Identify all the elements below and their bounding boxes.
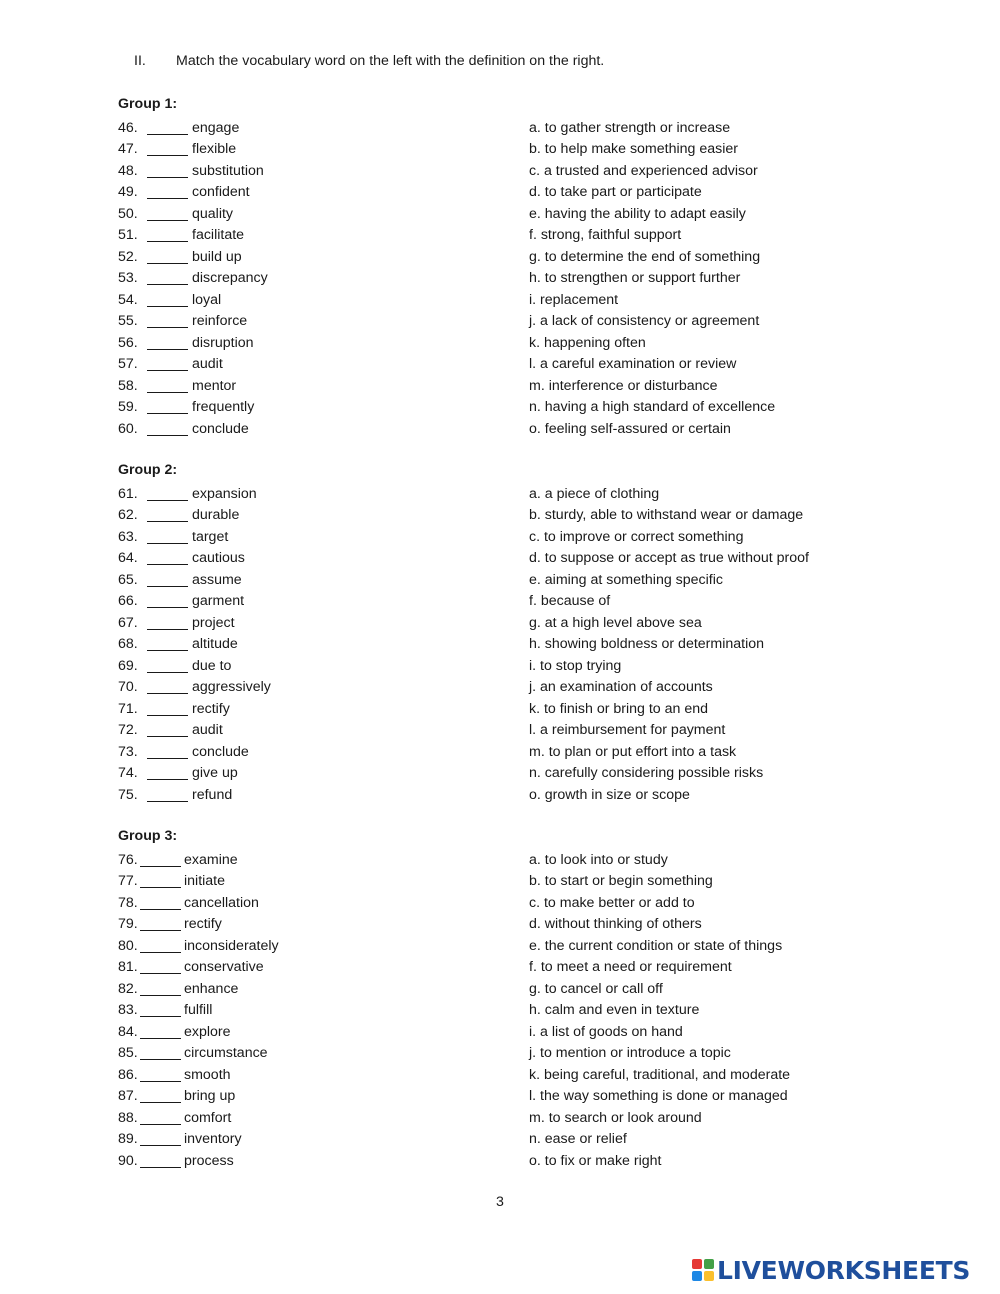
item-number: 46. (118, 119, 138, 136)
answer-blank[interactable] (147, 763, 188, 780)
vocabulary-word: loyal (192, 291, 222, 308)
item-number: 53. (118, 270, 138, 286)
match-row (0, 484, 1000, 505)
match-row (0, 1043, 1000, 1064)
answer-blank[interactable] (147, 268, 188, 285)
match-row (0, 720, 1000, 741)
match-row (0, 311, 1000, 332)
match-row (0, 677, 1000, 698)
definition: c. to make better or add to (529, 894, 695, 911)
definition: c. a trusted and experienced advisor (529, 162, 758, 179)
item-number: 65. (118, 571, 138, 588)
vocabulary-word: conclude (192, 420, 249, 437)
item-number: 74. (118, 765, 138, 781)
vocabulary-word: bring up (184, 1088, 236, 1104)
instruction-text: Match the vocabulary word on the left with the definition on the right. (176, 53, 605, 69)
item-number: 48. (118, 162, 138, 179)
item-number: 63. (118, 528, 138, 545)
answer-blank[interactable] (147, 397, 188, 414)
vocabulary-word: substitution (192, 162, 264, 179)
answer-blank[interactable] (147, 290, 188, 307)
answer-blank[interactable] (147, 247, 188, 264)
definition: l. the way something is done or managed (529, 1088, 788, 1104)
answer-blank[interactable] (147, 548, 188, 565)
item-number: 60. (118, 420, 138, 437)
answer-blank[interactable] (140, 1129, 181, 1146)
answer-blank[interactable] (147, 742, 188, 759)
answer-blank[interactable] (140, 893, 181, 910)
match-row (0, 957, 1000, 978)
item-number: 59. (118, 399, 138, 415)
definition: d. to suppose or accept as true without proof (529, 550, 809, 566)
definition: o. feeling self-assured or certain (529, 420, 731, 437)
item-number: 80. (118, 937, 138, 954)
vocabulary-word: cancellation (184, 894, 259, 911)
vocabulary-word: due to (192, 657, 232, 674)
definition: d. without thinking of others (529, 916, 702, 932)
definition: b. to help make something easier (529, 141, 738, 157)
vocabulary-word: inconsiderately (184, 937, 279, 954)
vocabulary-word: aggressively (192, 679, 271, 695)
definition: c. to improve or correct something (529, 528, 744, 545)
answer-blank[interactable] (140, 1086, 181, 1103)
definition: i. replacement (529, 291, 619, 308)
definition: j. an examination of accounts (529, 679, 713, 695)
answer-blank[interactable] (140, 914, 181, 931)
definition: h. calm and even in texture (529, 1002, 700, 1018)
match-row (0, 979, 1000, 1000)
match-row (0, 161, 1000, 182)
answer-blank[interactable] (140, 979, 181, 996)
definition: a. to look into or study (529, 851, 668, 868)
definition: b. to start or begin something (529, 873, 713, 889)
logo-square-yellow (704, 1271, 714, 1281)
match-row (0, 333, 1000, 354)
item-number: 66. (118, 593, 138, 609)
vocabulary-word: altitude (192, 636, 238, 652)
match-row (0, 893, 1000, 914)
answer-blank[interactable] (147, 527, 188, 544)
vocabulary-word: facilitate (192, 227, 245, 243)
item-number: 67. (118, 614, 138, 631)
definition: m. to search or look around (529, 1109, 702, 1126)
answer-blank[interactable] (147, 204, 188, 221)
match-row (0, 570, 1000, 591)
definition: n. carefully considering possible risks (529, 765, 764, 781)
item-number: 68. (118, 636, 138, 652)
answer-blank[interactable] (140, 850, 181, 867)
definition: k. being careful, traditional, and moderate (529, 1066, 791, 1083)
item-number: 58. (118, 377, 138, 394)
answer-blank[interactable] (147, 656, 188, 673)
definition: e. aiming at something specific (529, 571, 723, 588)
vocabulary-word: rectify (184, 916, 222, 932)
vocabulary-word: rectify (192, 700, 230, 717)
match-row (0, 290, 1000, 311)
vocabulary-word: give up (192, 765, 238, 781)
definition: j. to mention or introduce a topic (529, 1045, 731, 1061)
item-number: 64. (118, 550, 138, 566)
item-number: 90. (118, 1152, 138, 1169)
answer-blank[interactable] (147, 118, 188, 135)
item-number: 61. (118, 485, 138, 502)
answer-blank[interactable] (147, 785, 188, 802)
item-number: 51. (118, 227, 138, 243)
logo-square-green (704, 1259, 714, 1269)
item-number: 85. (118, 1045, 138, 1061)
definition: h. to strengthen or support further (529, 270, 741, 286)
definition: a. a piece of clothing (529, 485, 660, 502)
definition: f. to meet a need or requirement (529, 959, 732, 975)
vocabulary-word: enhance (184, 980, 239, 997)
item-number: 83. (118, 1002, 138, 1018)
vocabulary-word: process (184, 1152, 234, 1169)
vocabulary-word: conclude (192, 743, 249, 760)
definition: m. interference or disturbance (529, 377, 718, 394)
definition: m. to plan or put effort into a task (529, 743, 737, 760)
definition: a. to gather strength or increase (529, 119, 731, 136)
vocabulary-word: durable (192, 507, 240, 523)
answer-blank[interactable] (140, 957, 181, 974)
item-number: 52. (118, 248, 138, 265)
answer-blank[interactable] (147, 484, 188, 501)
answer-blank[interactable] (147, 139, 188, 156)
vocabulary-word: assume (192, 571, 242, 588)
item-number: 72. (118, 722, 138, 738)
item-number: 88. (118, 1109, 138, 1126)
match-row (0, 1022, 1000, 1043)
definition: o. to fix or make right (529, 1152, 662, 1169)
match-row (0, 247, 1000, 268)
vocabulary-word: target (192, 528, 229, 545)
match-row (0, 376, 1000, 397)
item-number: 49. (118, 184, 138, 200)
instruction-number: II. (134, 53, 146, 69)
answer-blank[interactable] (147, 333, 188, 350)
match-row (0, 204, 1000, 225)
definition: h. showing boldness or determination (529, 636, 765, 652)
vocabulary-word: inventory (184, 1131, 242, 1147)
match-row (0, 742, 1000, 763)
vocabulary-word: examine (184, 851, 238, 868)
item-number: 50. (118, 205, 138, 222)
answer-blank[interactable] (147, 419, 188, 436)
definition: j. a lack of consistency or agreement (529, 313, 760, 329)
definition: l. a careful examination or review (529, 356, 737, 372)
definition: g. to determine the end of something (529, 248, 761, 265)
vocabulary-word: conservative (184, 959, 264, 975)
vocabulary-word: cautious (192, 550, 245, 566)
vocabulary-word: expansion (192, 485, 257, 502)
match-row (0, 591, 1000, 612)
item-number: 87. (118, 1088, 138, 1104)
vocabulary-word: explore (184, 1023, 231, 1040)
definition: i. to stop trying (529, 657, 622, 674)
answer-blank[interactable] (140, 871, 181, 888)
item-number: 47. (118, 141, 138, 157)
item-number: 78. (118, 894, 138, 911)
answer-blank[interactable] (147, 570, 188, 587)
match-row (0, 419, 1000, 440)
item-number: 77. (118, 873, 138, 889)
vocabulary-word: audit (192, 722, 223, 738)
match-row (0, 871, 1000, 892)
vocabulary-word: build up (192, 248, 242, 265)
logo-square-red (692, 1259, 702, 1269)
vocabulary-word: circumstance (184, 1045, 268, 1061)
match-row (0, 1129, 1000, 1150)
definition: k. happening often (529, 334, 646, 351)
answer-blank[interactable] (147, 634, 188, 651)
item-number: 86. (118, 1066, 138, 1083)
answer-blank[interactable] (147, 613, 188, 630)
definition: i. a list of goods on hand (529, 1023, 683, 1040)
match-row (0, 699, 1000, 720)
vocabulary-word: flexible (192, 141, 237, 157)
match-row (0, 763, 1000, 784)
item-number: 81. (118, 959, 138, 975)
page-number: 3 (496, 1194, 504, 1210)
match-row (0, 268, 1000, 289)
item-number: 73. (118, 743, 138, 760)
definition: g. at a high level above sea (529, 614, 702, 631)
logo-mark-icon (692, 1259, 714, 1281)
definition: n. ease or relief (529, 1131, 627, 1147)
item-number: 89. (118, 1131, 138, 1147)
vocabulary-word: project (192, 614, 235, 631)
answer-blank[interactable] (147, 182, 188, 199)
match-row (0, 850, 1000, 871)
answer-blank[interactable] (140, 1065, 181, 1082)
item-number: 54. (118, 291, 138, 308)
vocabulary-word: confident (192, 184, 250, 200)
vocabulary-word: discrepancy (192, 270, 268, 286)
definition: n. having a high standard of excellence (529, 399, 776, 415)
match-row (0, 505, 1000, 526)
vocabulary-word: refund (192, 786, 233, 803)
answer-blank[interactable] (140, 1151, 181, 1168)
vocabulary-word: smooth (184, 1066, 231, 1083)
match-row (0, 1065, 1000, 1086)
vocabulary-word: reinforce (192, 313, 248, 329)
vocabulary-word: initiate (184, 873, 226, 889)
answer-blank[interactable] (140, 1000, 181, 1017)
answer-blank[interactable] (147, 161, 188, 178)
logo-text: LIVEWORKSHEETS (717, 1255, 971, 1285)
vocabulary-word: garment (192, 593, 245, 609)
match-row (0, 118, 1000, 139)
answer-blank[interactable] (140, 936, 181, 953)
definition: e. having the ability to adapt easily (529, 205, 746, 222)
definition: k. to finish or bring to an end (529, 700, 709, 717)
vocabulary-word: fulfill (184, 1002, 213, 1018)
answer-blank[interactable] (147, 720, 188, 737)
definition: b. sturdy, able to withstand wear or damage (529, 507, 804, 523)
match-row (0, 1108, 1000, 1129)
vocabulary-word: frequently (192, 399, 255, 415)
answer-blank[interactable] (147, 699, 188, 716)
match-row (0, 785, 1000, 806)
match-row (0, 354, 1000, 375)
item-number: 75. (118, 786, 138, 803)
definition: g. to cancel or call off (529, 980, 663, 997)
match-row (0, 613, 1000, 634)
definition: d. to take part or participate (529, 184, 702, 200)
item-number: 55. (118, 313, 138, 329)
vocabulary-word: engage (192, 119, 240, 136)
definition: f. because of (529, 593, 611, 609)
match-row (0, 1000, 1000, 1021)
vocabulary-word: disruption (192, 334, 254, 351)
item-number: 84. (118, 1023, 138, 1040)
answer-blank[interactable] (147, 376, 188, 393)
match-row (0, 225, 1000, 246)
vocabulary-word: quality (192, 205, 234, 222)
item-number: 82. (118, 980, 138, 997)
answer-blank[interactable] (147, 354, 188, 371)
item-number: 69. (118, 657, 138, 674)
item-number: 56. (118, 334, 138, 351)
definition: l. a reimbursement for payment (529, 722, 726, 738)
vocabulary-word: audit (192, 356, 223, 372)
group-title: Group 2: (118, 462, 178, 478)
item-number: 79. (118, 916, 138, 932)
instruction (134, 53, 604, 69)
liveworksheets-logo (692, 1254, 970, 1286)
match-row (0, 548, 1000, 569)
vocabulary-word: comfort (184, 1109, 232, 1126)
answer-blank[interactable] (147, 591, 188, 608)
item-number: 57. (118, 356, 138, 372)
answer-blank[interactable] (140, 1108, 181, 1125)
answer-blank[interactable] (147, 677, 188, 694)
match-row (0, 182, 1000, 203)
item-number: 76. (118, 851, 138, 868)
item-number: 71. (118, 700, 138, 717)
match-row (0, 914, 1000, 935)
definition: e. the current condition or state of things (529, 937, 783, 954)
answer-blank[interactable] (147, 311, 188, 328)
answer-blank[interactable] (140, 1022, 181, 1039)
match-row (0, 656, 1000, 677)
match-row (0, 1086, 1000, 1107)
vocabulary-word: mentor (192, 377, 237, 394)
item-number: 70. (118, 679, 138, 695)
match-row (0, 936, 1000, 957)
definition: o. growth in size or scope (529, 786, 690, 803)
group-title: Group 1: (118, 96, 178, 112)
match-row (0, 634, 1000, 655)
match-row (0, 527, 1000, 548)
definition: f. strong, faithful support (529, 227, 682, 243)
logo-square-blue (692, 1271, 702, 1281)
item-number: 62. (118, 507, 138, 523)
answer-blank[interactable] (147, 225, 188, 242)
match-row (0, 397, 1000, 418)
match-row (0, 139, 1000, 160)
answer-blank[interactable] (147, 505, 188, 522)
match-row (0, 1151, 1000, 1172)
group-title: Group 3: (118, 828, 178, 844)
answer-blank[interactable] (140, 1043, 181, 1060)
